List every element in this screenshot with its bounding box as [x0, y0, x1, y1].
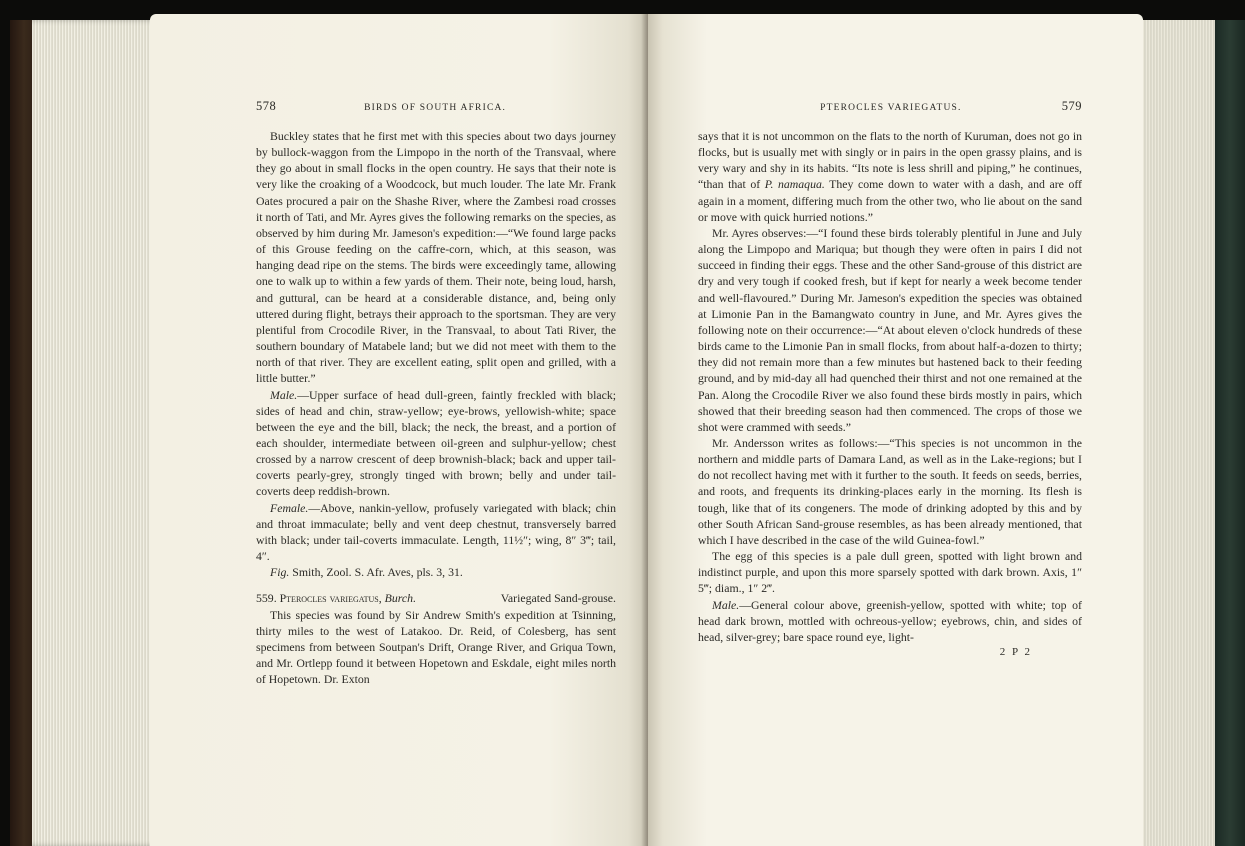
left-text-block [256, 99, 616, 687]
right-page-number: 579 [1061, 99, 1082, 113]
right-body [698, 128, 1082, 659]
female-text: —Above, nankin-yellow, profusely variegated with black; chin and throat immaculate; belly and vent deep chestnut, transversely barred with black; under tail-coverts immaculate. Length, 11½″; wing, 8″ 3‴; tail, 4″. [256, 500, 616, 564]
female-label: Female. [270, 500, 309, 515]
right-male-description [698, 597, 1082, 645]
male-description [256, 387, 616, 500]
right-cover [1215, 20, 1245, 846]
left-body [256, 128, 616, 687]
left-paragraph-1: Buckley states that he first met with this species about two days journey by bullock-waggon from the Limpopo in the north of the Transvaal, where they go about in small flocks in the open country. He says that their note is very like the croaking of a Woodcock, but much louder. The late Mr. Frank Oates procured a pair on the Shashe River, where the Zambesi road crosses it north of Tati, and Mr. Ayres gives the following remarks on the species, as observed by him during Mr. Jameson's expedition:—“We found large packs of this Grouse feeding on the caffre-corn, which, at this season, was hanging dead ripe on the stems. The birds were exceedingly tame, allowing one to walk up to within a few yards of them. Their note, being loud, harsh, and guttural, can be heard at a considerable distance, and, being only uttered during flight, betrays their approach to the sportsman. They are very plentiful from Crocodile River, in the Transvaal, to about Tati River, the southern boundary of Matabele land; but we did not meet with them to the north of that river. They are excellent eating, split open and grilled, with a little butter.” [256, 129, 616, 386]
right-paragraph-3: Mr. Andersson writes as follows:—“This species is not uncommon in the northern and middle parts of Damara Land, as well as in the Lake-regions; but I do not recollect having met with it further to the south. It feeds on seeds, berries, and roots, and frequents its drinking-places early in the morning. Its flesh is tough, like that of its congeners. The mode of drinking adopted by this and by other South African Sand-grouse resembles, as has been already mentioned, that which I have described in the case of the wild Guinea-fowl.” [698, 435, 1082, 547]
signature-mark: 2 P 2 [999, 646, 1032, 658]
right-running-title: PTEROCLES VARIEGATUS. [820, 103, 962, 113]
male-text: —Upper surface of head dull-green, faintly freckled with black; sides of head and chin, straw-yellow; eye-brows, yellowish-white; space between the eye and the bill, black; the neck, the breast, and a portion of each shoulder, intermediate between oil-green and sulphur-yellow; chest crossed by a narrow crescent of deep brownish-black; back and upper tail-coverts pearly-grey, strongly tinged with brown; belly and under tail-coverts deep reddish-brown. [256, 387, 616, 499]
right-p1-a: says that it is not uncommon on the flats to the north of Kuruman, does not go in flocks, but is usually met with singly or in pairs in the open grassy plains, and is very wary and shy in its habits. “Its note is less shrill and piping,” he continues, “than that of [698, 129, 1082, 192]
species-name: Pterocles variegatus, [279, 591, 382, 606]
right-male-text: —General colour above, greenish-yellow, spotted with white; top of head dark brown, mottled with ochreous-yellow; eyebrows, chin, and sides of head, silver-grey; bare space round eye, light- [698, 597, 1082, 644]
right-text-block [698, 99, 1082, 659]
right-p1-species: P. namaqua. [764, 177, 825, 192]
male-label: Male. [270, 387, 298, 402]
left-running-head [256, 99, 616, 119]
left-page-number: 578 [256, 99, 277, 113]
right-male-label: Male. [712, 597, 740, 612]
right-paragraph-1 [698, 128, 1082, 225]
fig-text: Smith, Zool. S. Afr. Aves, pls. 3, 31. [292, 565, 463, 580]
species-common-name: Variegated Sand-grouse. [500, 591, 616, 606]
fig-label: Fig. [270, 565, 290, 580]
species-number: 559. [256, 591, 277, 606]
species-author: Burch. [384, 591, 417, 606]
right-paragraph-4: The egg of this species is a pale dull green, spotted with light brown and indistinct purple, and upon this more sparsely spotted with dark brown. Axis, 1″ 5‴; diam., 1″ 2‴. [698, 549, 1082, 596]
right-paragraph-2: Mr. Ayres observes:—“I found these birds tolerably plentiful in June and July along the Limpopo and Mariqua; but though they were often in pairs I did not succeed in finding their eggs. These and the other Sand-grouse of this district are dry and very tough if cooked fresh, but if kept for nearly a week become tender and well-flavoured.” During Mr. Jameson's expedition the species was obtained at Limonie Pan in the Bamangwato country in June, and Mr. Ayres gives the following note on their occurrence:—“At about eleven o'clock hundreds of these birds came to the Limonie Pan in small flocks, from about half-a-dozen to thirty; they did not remain more than a few minutes but hastened back to their feeding ground, and by mid-day all had quenched their thirst and not one remained at the Pan. Along the Crocodile River we also found these birds mostly in pairs, which showed that their breeding season had then commenced. The crops of those we shot were crammed with seeds.” [698, 225, 1082, 434]
left-page [150, 14, 648, 846]
right-p1-b: They come down to water with a dash, and are off again in a moment, differing much from the other two, who lie about on the sand or move with quick hurried notions.” [698, 177, 1082, 224]
species-paragraph: This species was found by Sir Andrew Smith's expedition at Tsinning, thirty miles to the west of Latakoo. Dr. Reid, of Colesberg, has sent specimens from between Soutpan's Drift, Orange River, and Griqua Town, and Mr. Ortlepp found it between Hopetown and Eskdale, eight miles north of Hopetown. Dr. Exton [256, 607, 616, 687]
right-page [648, 14, 1143, 846]
right-running-head [698, 99, 1082, 119]
species-heading [256, 590, 616, 606]
female-description [256, 500, 616, 565]
species-title [256, 590, 416, 606]
left-running-title: BIRDS OF SOUTH AFRICA. [364, 103, 507, 113]
figure-reference [256, 564, 616, 580]
